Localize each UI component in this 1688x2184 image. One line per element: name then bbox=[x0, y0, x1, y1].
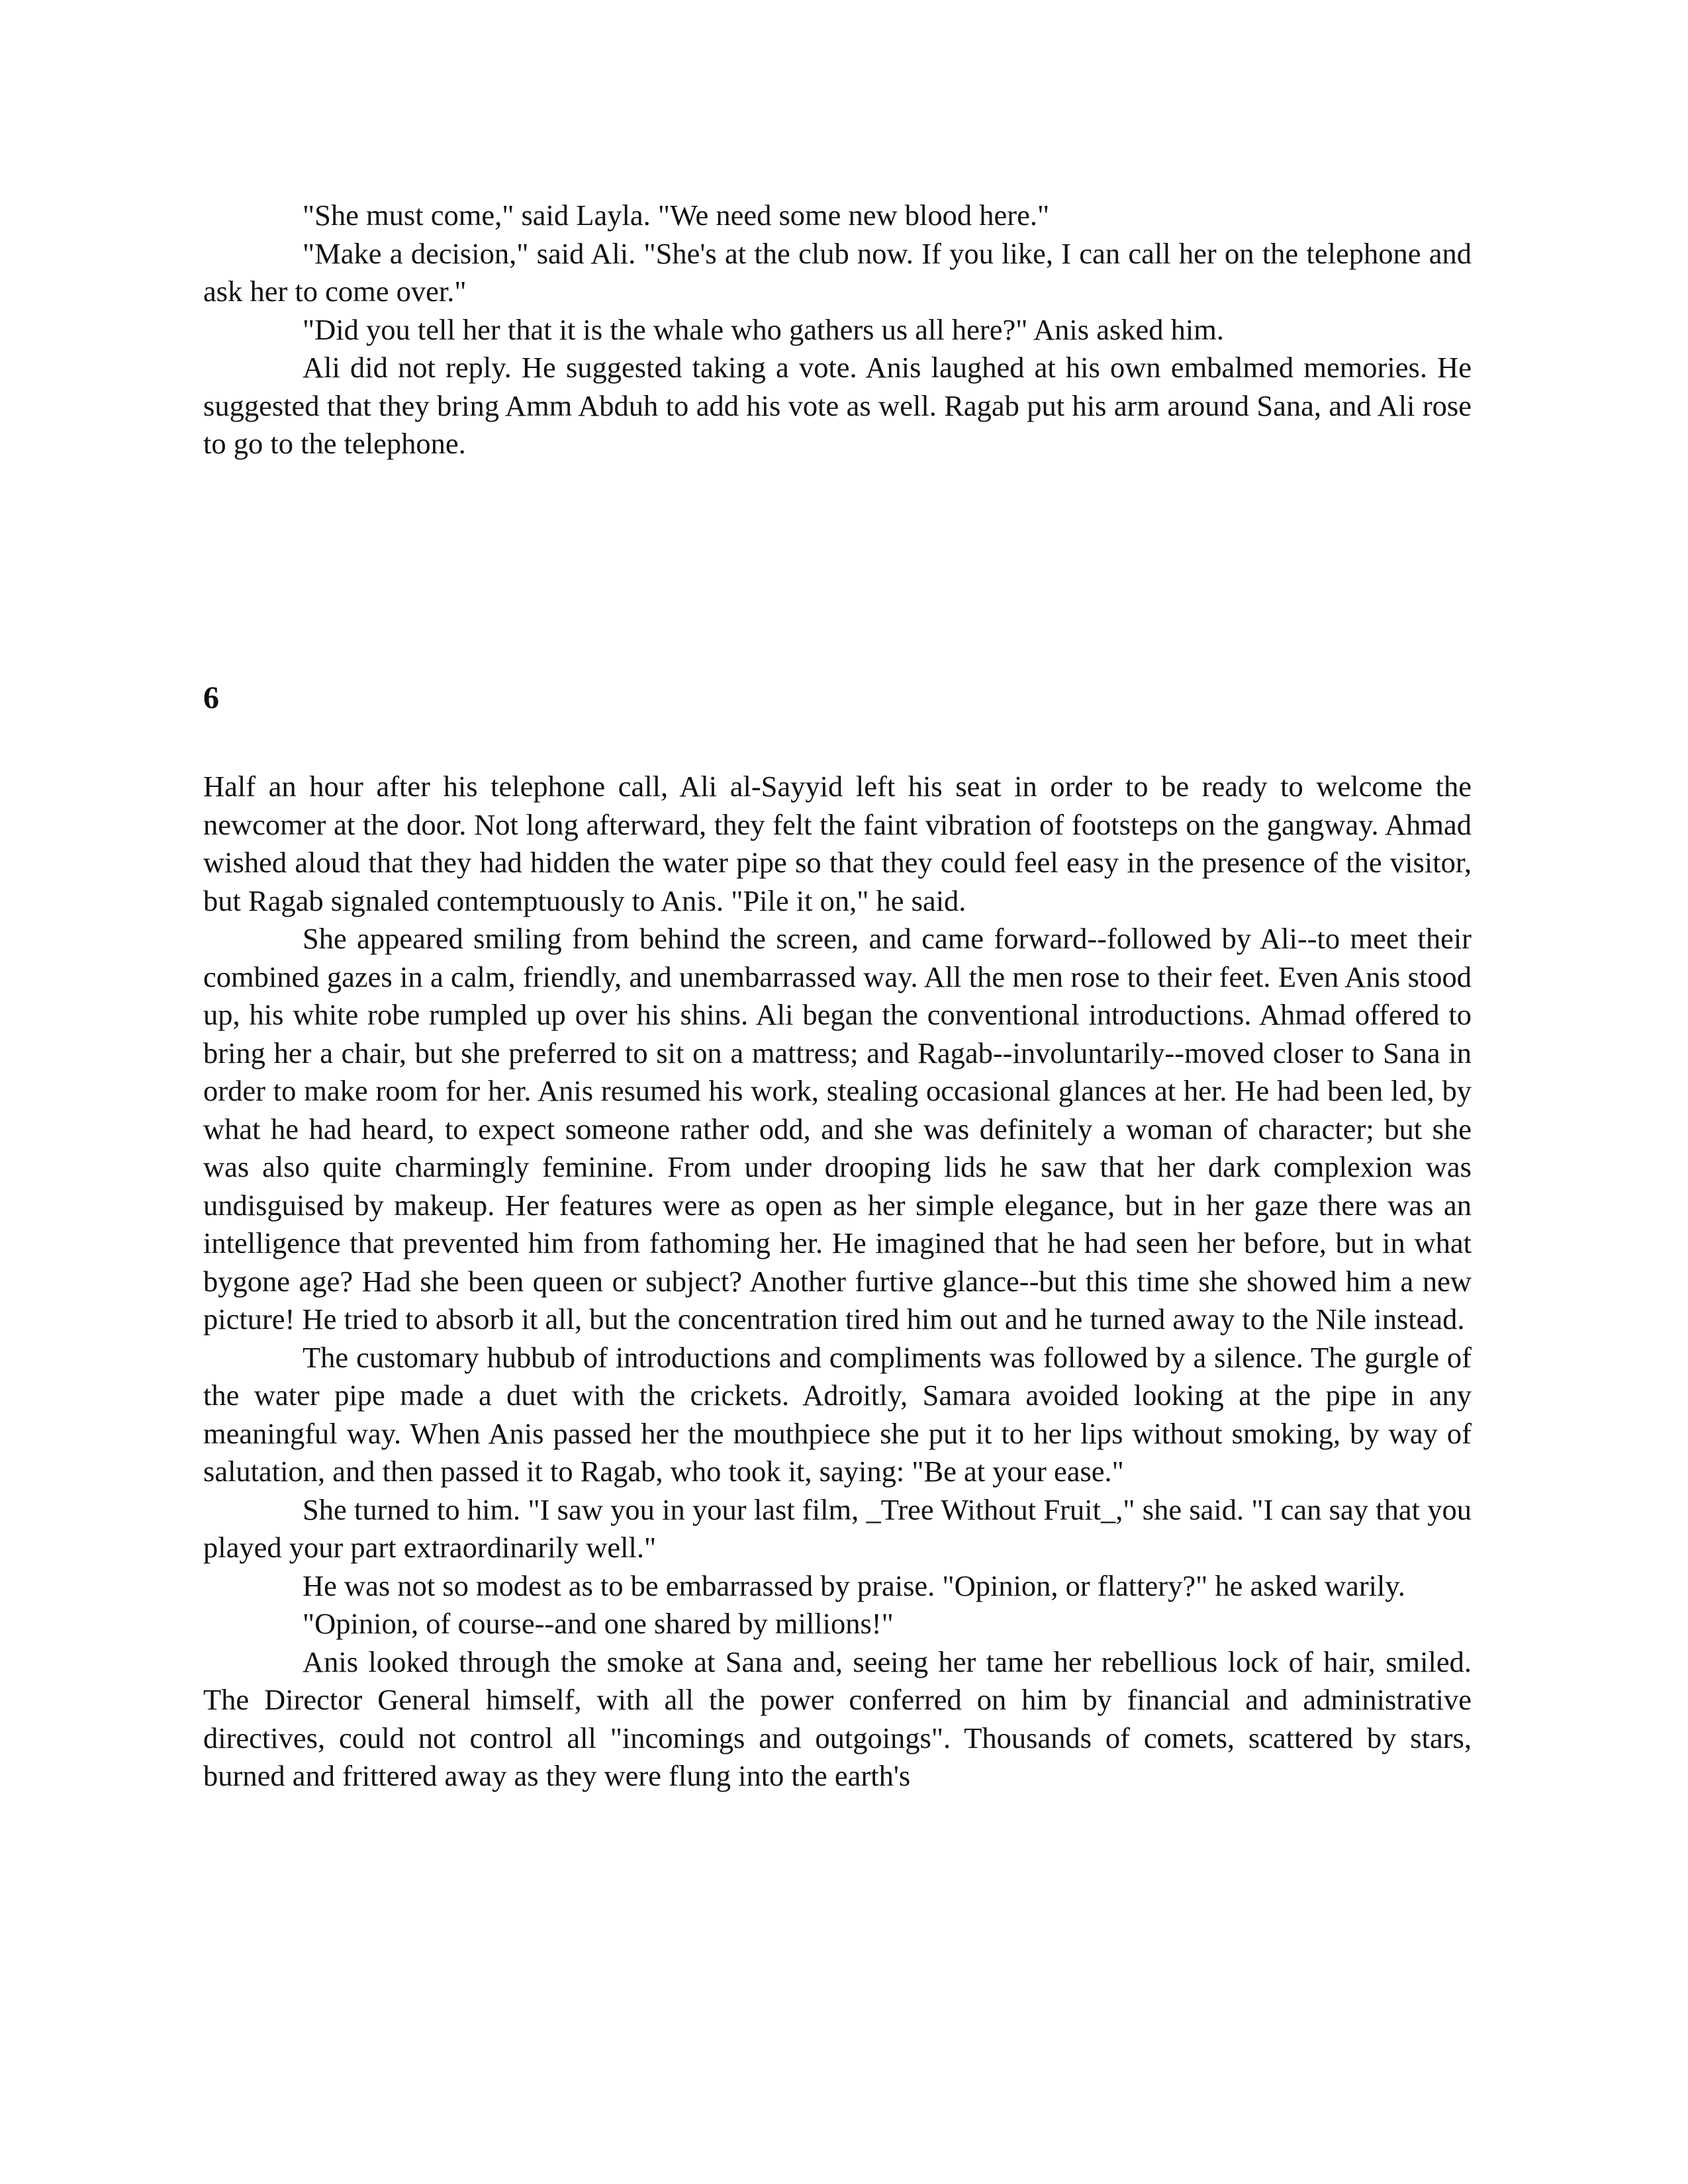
paragraph: Ali did not reply. He suggested taking a vote. Anis laughed at his own embalmed memories. He suggested that they bring Amm Abduh to add his vote as well. Ragab put his arm around Sana, and Ali rose to go to the telephone. bbox=[203, 351, 1472, 460]
paragraph: Anis looked through the smoke at Sana and, seeing her tame her rebellious lock of hair, smiled. The Director General himself, with all the power conferred on him by financial and administrative directives, could not control all "incomings and outgoings". Thousands of comets, scattered by stars, burned and frittered away as they were flung into the earth's bbox=[203, 1645, 1472, 1792]
paragraph: The customary hubbub of introductions and compliments was followed by a silence. The gurgle of the water pipe made a duet with the crickets. Adroitly, Samara avoided looking at the pipe in any meaningful way. When Anis passed her the mouthpiece she put it to her lips without smoking, by way of salutation, and then passed it to Ragab, who took it, saying: "Be at your ease." bbox=[203, 1340, 1472, 1488]
paragraph: "She must come," said Layla. "We need some new blood here." bbox=[303, 199, 1050, 232]
paragraph: She turned to him. "I saw you in your last film, _Tree Without Fruit_," she said. "I can say that you played your part extraordinarily well." bbox=[203, 1492, 1472, 1564]
paragraph: "Did you tell her that it is the whale who gathers us all here?" Anis asked him. bbox=[303, 312, 1225, 346]
chapter-number-heading: 6 bbox=[203, 680, 219, 715]
chapter-body bbox=[203, 768, 1472, 1796]
paragraph: "Opinion, of course--and one shared by millions!" bbox=[303, 1607, 894, 1640]
paragraph: Half an hour after his telephone call, Ali al-Sayyid left his seat in order to be ready to welcome the newcomer at the door. Not long afterward, they felt the faint vibration of footsteps on the gangway. Ahmad wished aloud that they had hidden the water pipe so that they could feel easy in the presence of the visitor, but Ragab signaled contemptuously to Anis. "Pile it on," he said. bbox=[203, 770, 1472, 917]
paragraph: "Make a decision," said Ali. "She's at the club now. If you like, I can call her on the telephone and ask her to come over." bbox=[203, 236, 1472, 308]
previous-chapter-ending bbox=[203, 197, 1472, 463]
paragraph: He was not so modest as to be embarrassed by praise. "Opinion, or flattery?" he asked warily. bbox=[303, 1569, 1405, 1602]
paragraph: She appeared smiling from behind the screen, and came forward--followed by Ali--to meet their combined gazes in a calm, friendly, and unembarrassed way. All the men rose to their feet. Even Anis stood up, his white robe rumpled up over his shins. Ali began the conventional introductions. Ahmad offered to bring her a chair, but she preferred to sit on a mattress; and Ragab--involuntarily--moved closer to Sana in order to make room for her. Anis resumed his work, stealing occasional glances at her. He had been led, by what he had heard, to expect someone rather odd, and she was definitely a woman of character; but she was also quite charmingly feminine. From under drooping lids he saw that her dark complexion was undisguised by makeup. Her features were as open as her simple elegance, but in her gaze there was an intelligence that prevented him from fathoming her. He imagined that he had seen her before, but in what bygone age? Had she been queen or subject? Another furtive glance--but this time she showed him a new picture! He tried to absorb it all, but the concentration tired him out and he turned away to the Nile instead. bbox=[203, 922, 1472, 1336]
